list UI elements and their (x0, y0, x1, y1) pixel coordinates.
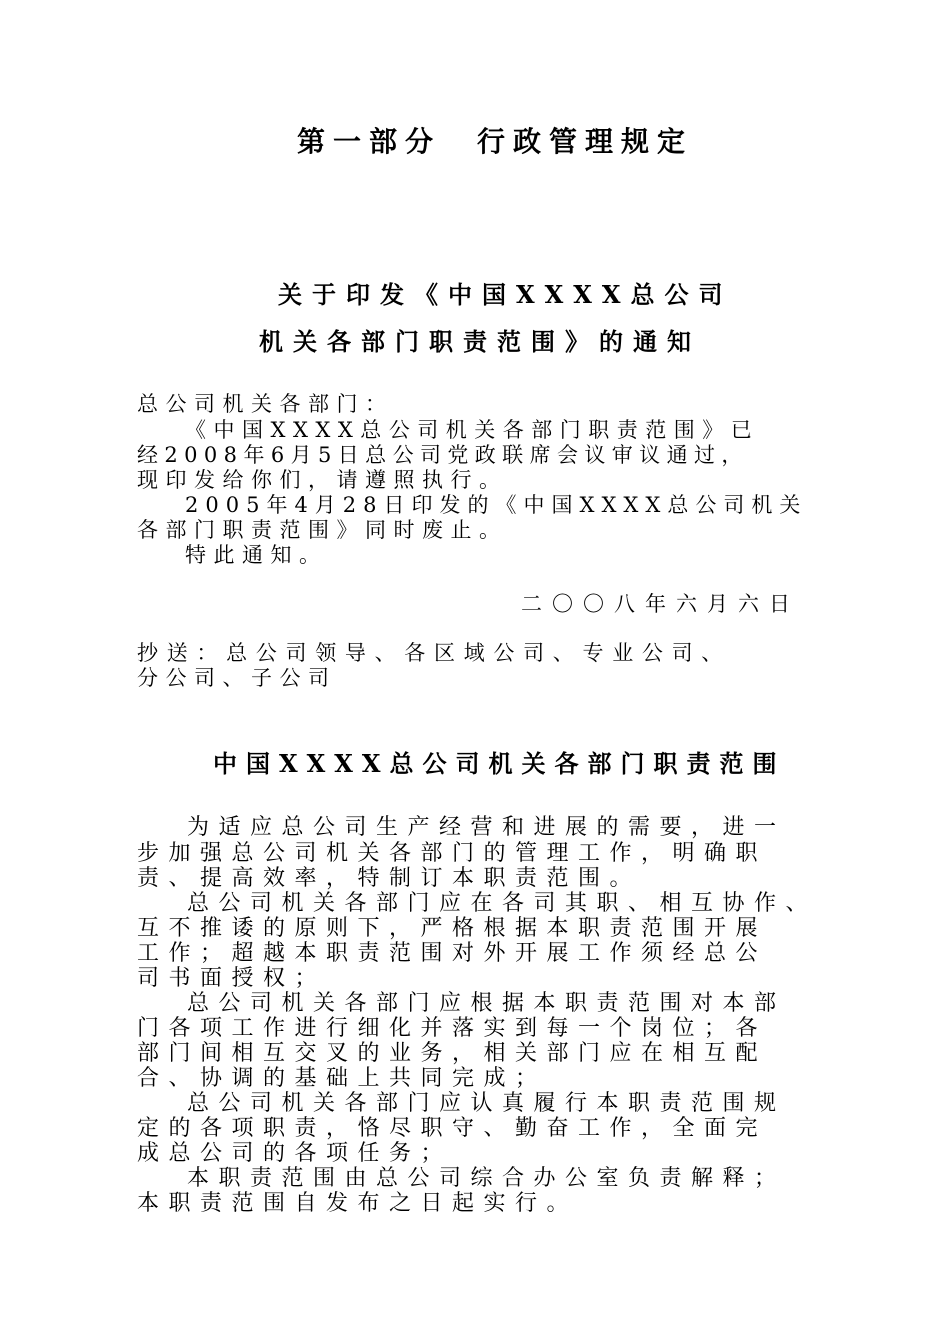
notice-title-line1: 关于印发《中国XXXX总公司 (278, 280, 733, 309)
scope-line: 成总公司的各项任务； (137, 1141, 453, 1166)
part-title: 第一部分 行政管理规定 (297, 125, 694, 158)
scope-line: 总公司机关各部门应在各司其职、相互协作、 (187, 891, 818, 916)
scope-line: 定的各项职责，恪尽职守、勤奋工作，全面完 (137, 1116, 768, 1141)
scope-line: 为适应总公司生产经营和进展的需要，进一 (187, 815, 786, 840)
scope-line: 步加强总公司机关各部门的管理工作，明确职 (137, 841, 768, 866)
notice-title-line2: 机关各部门职责范围》的通知 (259, 327, 701, 356)
cc-line: 分公司、子公司 (137, 666, 337, 690)
scope-line: 合、协调的基础上共同完成； (137, 1066, 547, 1091)
scope-line: 总公司机关各部门应认真履行本职责范围规 (187, 1091, 786, 1116)
notice-line: 现印发给你们，请遵照执行。 (137, 468, 508, 492)
notice-line: 经2008年6月5日总公司党政联席会议审议通过， (137, 443, 749, 467)
scope-line: 互不推诿的原则下，严格根据本职责范围开展 (137, 916, 768, 941)
scope-line: 门各项工作进行细化并落实到每一个岗位；各 (137, 1016, 768, 1041)
scope-line: 总公司机关各部门应根据本职责范围对本部 (187, 991, 786, 1016)
notice-line: 2005年4月28日印发的《中国XXXX总公司机关 (185, 493, 808, 517)
notice-date: 二〇〇八年六月六日 (521, 592, 800, 616)
notice-line: 《中国XXXX总公司机关各部门职责范围》已 (185, 418, 760, 442)
scope-line: 本职责范围自发布之日起实行。 (137, 1191, 579, 1216)
scope-line: 部门间相互交叉的业务，相关部门应在相互配 (137, 1041, 768, 1066)
notice-line: 特此通知。 (185, 543, 328, 567)
scope-line: 本职责范围由总公司综合办公室负责解释； (187, 1166, 786, 1191)
scope-line: 责、提高效率，特制订本职责范围。 (137, 866, 642, 891)
notice-salutation: 总公司机关各部门： (137, 392, 394, 416)
scope-line: 工作；超越本职责范围对外开展工作须经总公 (137, 941, 768, 966)
scope-title: 中国XXXX总公司机关各部门职责范围 (213, 749, 786, 778)
cc-line: 抄送：总公司领导、各区域公司、专业公司、 (137, 641, 731, 665)
notice-line: 各部门职责范围》同时废止。 (137, 518, 508, 542)
scope-line: 司书面授权； (137, 966, 327, 991)
